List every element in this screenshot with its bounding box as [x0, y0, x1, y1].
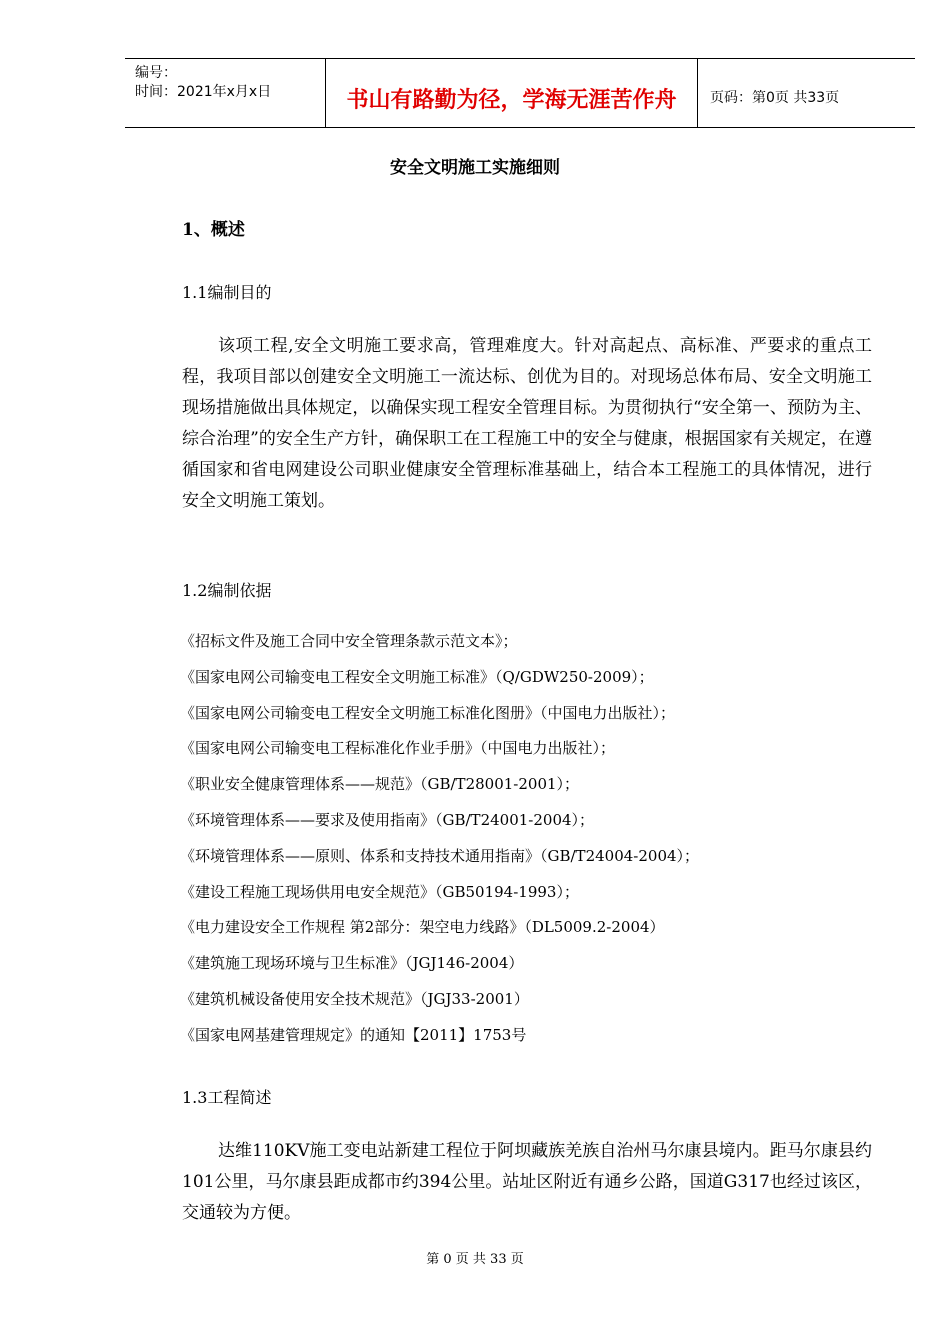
header-page-info: 页码：第0页 共33页 [710, 90, 840, 106]
reference-item: 《国家电网公司输变电工程安全文明施工标准化图册》（中国电力出版社）； [180, 703, 676, 722]
reference-item: 《建筑施工现场环境与卫生标准》（JGJ146-2004） [180, 954, 524, 973]
reference-list [180, 624, 699, 1054]
reference-item: 《招标文件及施工合同中安全管理条款示范文本》； [180, 632, 518, 650]
reference-item: 《环境管理体系——原则、体系和支持技术通用指南》（GB/T24004-2004）； [180, 846, 700, 865]
reference-item: 《环境管理体系——要求及使用指南》（GB/T24001-2004）； [180, 810, 595, 829]
page-header [125, 58, 915, 128]
reference-item: 《建设工程施工现场供用电安全规范》（GB50194-1993）； [180, 882, 579, 901]
reference-item: 《国家电网公司输变电工程标准化作业手册》（中国电力出版社）； [180, 739, 616, 758]
subsection-heading-project-overview: 1.3工程简述 [182, 1088, 272, 1107]
subsection-heading-basis: 1.2编制依据 [182, 581, 272, 600]
document-number-label: 编号： [135, 65, 177, 81]
page-footer: 第 0 页 共 33 页 [426, 1252, 524, 1267]
header-motto-cell [326, 59, 698, 127]
reference-item: 《建筑机械设备使用安全技术规范》（JGJ33-2001） [180, 989, 529, 1008]
reference-item: 《职业安全健康管理体系——规范》（GB/T28001-2001）； [180, 775, 580, 794]
project-overview-paragraph: 达维110KV施工变电站新建工程位于阿坝藏族羌族自治州马尔康县境内。距马尔康县约101公里，马尔康县距成都市约394公里。站址区附近有通乡公路，国道G317也经过该区，交通较为方便。 [182, 1141, 872, 1223]
document-time-label: 时间：2021年x月x日 [135, 84, 272, 100]
reference-item: 《国家电网公司输变电工程安全文明施工标准》（Q/GDW250-2009）； [180, 667, 654, 686]
reference-item: 《国家电网基建管理规定》的通知【2011】1753号 [180, 1025, 527, 1044]
header-page-cell [698, 59, 915, 127]
reference-item: 《电力建设安全工作规程 第2部分：架空电力线路》（DL5009.2-2004） [180, 918, 665, 937]
document-title: 安全文明施工实施细则 [390, 158, 560, 178]
subsection-heading-purpose: 1.1编制目的 [182, 283, 272, 302]
purpose-paragraph: 该项工程,安全文明施工要求高，管理难度大。针对高起点、高标准、严要求的重点工程，我项目部以创建安全文明施工一流达标、创优为目的。对现场总体布局、安全文明施工现场措施做出具体规定，以确保实现工程安全管理目标。为贯彻执行“安全第一、预防为主、综合治理”的安全生产方针，确保职工在工程施工中的安全与健康，根据国家有关规定，在遵循国家和省电网建设公司职业健康安全管理标准基础上，结合本工程施工的具体情况，进行安全文明施工策划。 [182, 336, 872, 511]
section-heading-overview: 1、概述 [182, 220, 245, 240]
header-motto: 书山有路勤为径，学海无涯苦作舟 [346, 88, 677, 113]
header-meta-cell [125, 59, 326, 127]
